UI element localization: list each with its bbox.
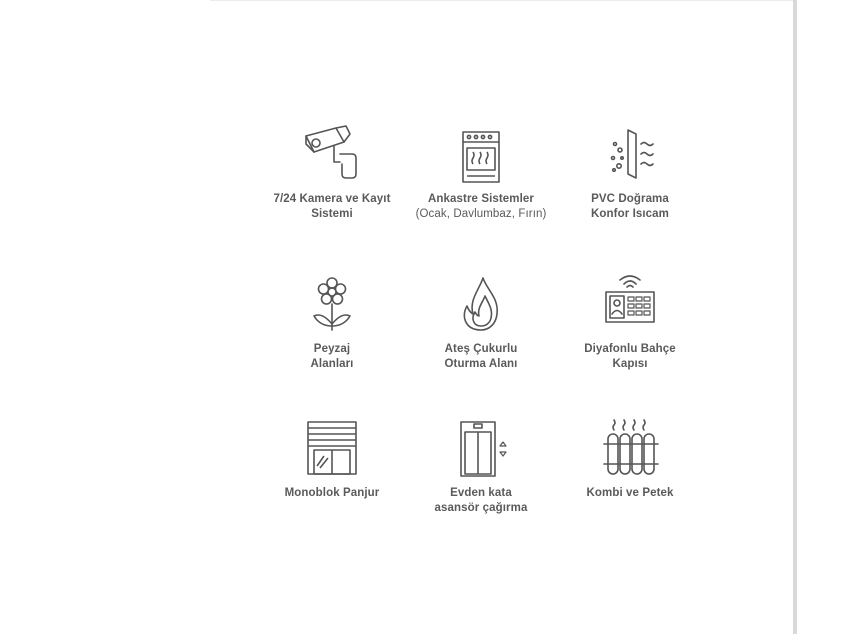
feature-landscape-line2: Alanları bbox=[310, 358, 354, 370]
pvc-window-icon bbox=[598, 124, 662, 184]
feature-pvc bbox=[550, 124, 710, 222]
feature-intercom-line1: Diyafonlu Bahçe bbox=[584, 343, 676, 355]
feature-elevator bbox=[401, 418, 561, 516]
feature-shutter bbox=[252, 418, 412, 501]
feature-intercom bbox=[550, 274, 710, 372]
security-camera-icon bbox=[300, 124, 364, 184]
feature-builtin bbox=[401, 124, 561, 222]
top-divider bbox=[210, 0, 794, 1]
feature-heating bbox=[550, 418, 710, 501]
oven-icon bbox=[449, 124, 513, 184]
feature-builtin-line2: (Ocak, Davlumbaz, Fırın) bbox=[415, 208, 547, 220]
feature-landscape-line1: Peyzaj bbox=[313, 343, 351, 355]
feature-pvc-line2: Konfor Isıcam bbox=[591, 208, 669, 220]
feature-intercom-line2: Kapısı bbox=[612, 358, 648, 370]
feature-camera bbox=[252, 124, 412, 222]
feature-camera-line2: Sistemi bbox=[311, 208, 353, 220]
roller-shutter-icon bbox=[300, 418, 364, 478]
feature-heating-line1: Kombi ve Petek bbox=[586, 487, 674, 499]
feature-firepit bbox=[401, 274, 561, 372]
feature-camera-line1: 7/24 Kamera ve Kayıt bbox=[273, 193, 391, 205]
feature-firepit-line1: Ateş Çukurlu bbox=[444, 343, 518, 355]
elevator-icon bbox=[449, 418, 513, 478]
radiator-icon bbox=[598, 418, 662, 478]
scrollbar-track[interactable] bbox=[793, 0, 797, 634]
flame-icon bbox=[449, 274, 513, 334]
feature-pvc-line1: PVC Doğrama bbox=[591, 193, 669, 205]
feature-elevator-line1: Evden kata bbox=[450, 487, 512, 499]
feature-elevator-line2: asansör çağırma bbox=[434, 502, 528, 514]
feature-shutter-line1: Monoblok Panjur bbox=[284, 487, 380, 499]
feature-landscape bbox=[252, 274, 412, 372]
flower-icon bbox=[300, 274, 364, 334]
intercom-icon bbox=[598, 274, 662, 334]
feature-firepit-line2: Oturma Alanı bbox=[444, 358, 518, 370]
feature-builtin-line1: Ankastre Sistemler bbox=[428, 193, 534, 205]
